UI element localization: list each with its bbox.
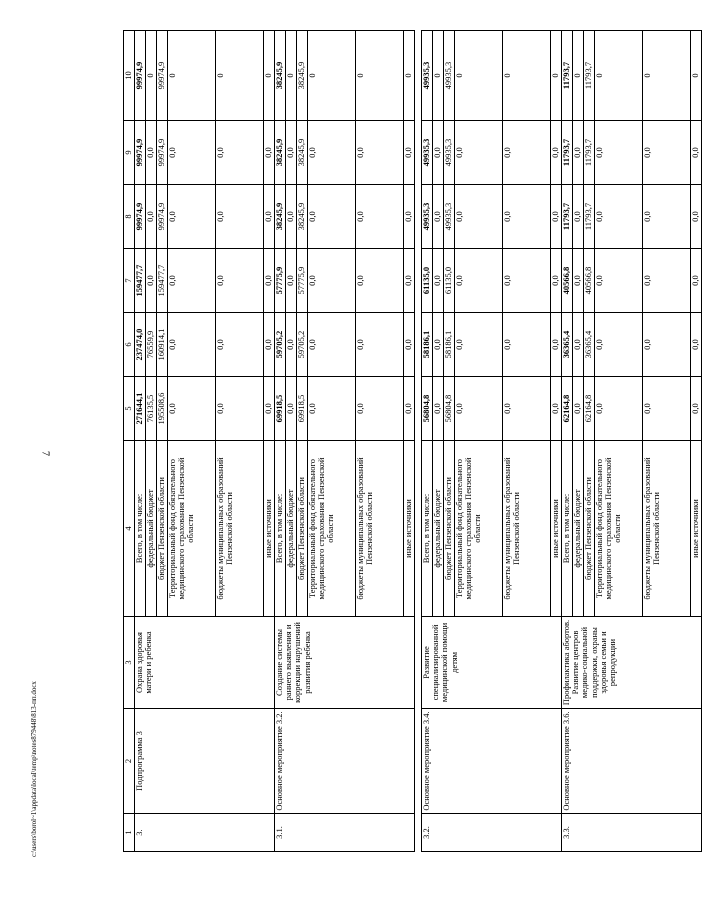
amount-cell: 0,0 bbox=[356, 121, 404, 185]
amount-cell: 0,0 bbox=[404, 249, 415, 313]
amount-cell: 49935,3 bbox=[422, 185, 433, 249]
file-path-footer: c:\users\borol~1\appdata\local\temp\notes879448\813-пп.docx bbox=[30, 681, 38, 857]
header-row bbox=[124, 31, 135, 852]
amount-cell: 0,0 bbox=[216, 249, 264, 313]
funding-source-cell: федеральный бюджет bbox=[146, 441, 157, 617]
amount-cell: 49935,3 bbox=[422, 31, 433, 121]
amount-cell: 0 bbox=[503, 31, 551, 121]
amount-cell: 159477,7 bbox=[157, 249, 168, 313]
amount-cell: 49935,3 bbox=[444, 121, 455, 185]
table-row bbox=[275, 31, 286, 852]
amount-cell: 0,0 bbox=[691, 185, 702, 249]
amount-cell: 0,0 bbox=[356, 377, 404, 441]
amount-cell: 0,0 bbox=[168, 313, 216, 377]
funding-source-cell: бюджет Пензенской области bbox=[584, 441, 595, 617]
funding-source-cell: иные источники bbox=[551, 441, 562, 617]
measure-title-cell: Создание системы раннего выявления и коррекции нарушений развития ребенка bbox=[275, 617, 415, 709]
measure-title-cell: Профилактика абортов. Развитие центров медико-социальной поддержки, охраны здоровья семьи и репродукции bbox=[562, 617, 702, 709]
program-name-cell: Основное мероприятие 3.6. bbox=[562, 709, 702, 814]
amount-cell: 0,0 bbox=[503, 121, 551, 185]
funding-source-cell: бюджет Пензенской области bbox=[297, 441, 308, 617]
amount-cell: 0,0 bbox=[264, 313, 275, 377]
amount-cell: 0,0 bbox=[168, 121, 216, 185]
amount-cell: 0,0 bbox=[503, 249, 551, 313]
amount-cell: 0,0 bbox=[455, 313, 503, 377]
amount-cell: 38245,9 bbox=[297, 31, 308, 121]
row-number-cell: 3. bbox=[135, 814, 275, 852]
funding-source-cell: бюджеты муниципальных образований Пензенской области bbox=[503, 441, 551, 617]
amount-cell: 0,0 bbox=[551, 249, 562, 313]
budget-table bbox=[123, 30, 702, 852]
amount-cell: 0,0 bbox=[146, 185, 157, 249]
amount-cell: 0,0 bbox=[286, 249, 297, 313]
amount-cell: 0,0 bbox=[433, 377, 444, 441]
amount-cell: 61135,0 bbox=[444, 249, 455, 313]
amount-cell: 69918,5 bbox=[297, 377, 308, 441]
row-number-cell: 3.2. bbox=[422, 814, 562, 852]
header-cell: 1 bbox=[124, 814, 135, 852]
amount-cell: 11793,7 bbox=[584, 121, 595, 185]
amount-cell: 58186,1 bbox=[422, 313, 433, 377]
measure-title-cell: Развитие специализированной медицинской помощи детям bbox=[422, 617, 562, 709]
header-cell: 8 bbox=[124, 185, 135, 249]
amount-cell: 38245,9 bbox=[275, 185, 286, 249]
amount-cell: 0,0 bbox=[455, 249, 503, 313]
amount-cell: 0,0 bbox=[551, 377, 562, 441]
funding-source-cell: иные источники bbox=[264, 441, 275, 617]
amount-cell: 0,0 bbox=[264, 377, 275, 441]
amount-cell: 62164,8 bbox=[562, 377, 573, 441]
amount-cell: 0,0 bbox=[691, 121, 702, 185]
amount-cell: 0,0 bbox=[573, 121, 584, 185]
amount-cell: 0,0 bbox=[691, 377, 702, 441]
amount-cell: 0,0 bbox=[404, 377, 415, 441]
amount-cell: 0,0 bbox=[168, 185, 216, 249]
amount-cell: 62164,8 bbox=[584, 377, 595, 441]
amount-cell: 0,0 bbox=[595, 249, 643, 313]
funding-source-cell: Территориальный фонд обязательного медицинского страхования Пензенской области bbox=[455, 441, 503, 617]
amount-cell: 0,0 bbox=[595, 313, 643, 377]
amount-cell: 99974,9 bbox=[157, 121, 168, 185]
amount-cell: 36365,4 bbox=[584, 313, 595, 377]
amount-cell: 160914,1 bbox=[157, 313, 168, 377]
amount-cell: 271644,1 bbox=[135, 377, 146, 441]
amount-cell: 38245,9 bbox=[275, 121, 286, 185]
program-name-cell: Основное мероприятие 3.2. bbox=[275, 709, 415, 814]
header-cell: 4 bbox=[124, 441, 135, 617]
header-cell: 3 bbox=[124, 617, 135, 709]
amount-cell: 0,0 bbox=[308, 313, 356, 377]
amount-cell: 0,0 bbox=[404, 121, 415, 185]
amount-cell: 99974,9 bbox=[135, 31, 146, 121]
amount-cell: 0,0 bbox=[216, 377, 264, 441]
funding-source-cell: бюджет Пензенской области bbox=[444, 441, 455, 617]
amount-cell: 11793,7 bbox=[584, 31, 595, 121]
amount-cell: 0,0 bbox=[691, 249, 702, 313]
amount-cell: 0,0 bbox=[455, 121, 503, 185]
amount-cell: 0,0 bbox=[503, 377, 551, 441]
amount-cell: 57775,9 bbox=[297, 249, 308, 313]
amount-cell: 11793,7 bbox=[562, 31, 573, 121]
header-cell: 2 bbox=[124, 709, 135, 814]
amount-cell: 0,0 bbox=[433, 185, 444, 249]
amount-cell: 0,0 bbox=[551, 121, 562, 185]
amount-cell: 159477,7 bbox=[135, 249, 146, 313]
amount-cell: 0,0 bbox=[356, 249, 404, 313]
funding-source-cell: иные источники bbox=[404, 441, 415, 617]
amount-cell: 49935,3 bbox=[422, 121, 433, 185]
amount-cell: 0,0 bbox=[216, 121, 264, 185]
table-row bbox=[422, 31, 433, 852]
amount-cell: 0 bbox=[433, 31, 444, 121]
table-container bbox=[123, 31, 700, 852]
funding-source-cell: Территориальный фонд обязательного медицинского страхования Пензенской области bbox=[168, 441, 216, 617]
amount-cell: 99974,9 bbox=[135, 185, 146, 249]
funding-source-cell: Территориальный фонд обязательного медицинского страхования Пензенской области bbox=[595, 441, 643, 617]
amount-cell: 99974,9 bbox=[135, 121, 146, 185]
amount-cell: 0,0 bbox=[216, 185, 264, 249]
amount-cell: 0,0 bbox=[216, 313, 264, 377]
amount-cell: 56804,8 bbox=[444, 377, 455, 441]
amount-cell: 0,0 bbox=[595, 121, 643, 185]
table-body bbox=[124, 31, 702, 852]
amount-cell: 0,0 bbox=[643, 377, 691, 441]
page-number: 7 bbox=[39, 451, 51, 456]
amount-cell: 0 bbox=[455, 31, 503, 121]
program-name-cell: Основное мероприятие 3.4. bbox=[422, 709, 562, 814]
header-cell: 10 bbox=[124, 31, 135, 121]
amount-cell: 0,0 bbox=[308, 377, 356, 441]
amount-cell: 0,0 bbox=[573, 313, 584, 377]
amount-cell: 0,0 bbox=[433, 249, 444, 313]
amount-cell: 0,0 bbox=[168, 249, 216, 313]
amount-cell: 0 bbox=[286, 31, 297, 121]
amount-cell: 36365,4 bbox=[562, 313, 573, 377]
amount-cell: 0,0 bbox=[308, 185, 356, 249]
funding-source-cell: федеральный бюджет bbox=[286, 441, 297, 617]
amount-cell: 0,0 bbox=[643, 249, 691, 313]
amount-cell: 0,0 bbox=[643, 185, 691, 249]
amount-cell: 0,0 bbox=[356, 185, 404, 249]
amount-cell: 0,0 bbox=[308, 121, 356, 185]
amount-cell: 0,0 bbox=[573, 185, 584, 249]
funding-source-cell: федеральный бюджет bbox=[573, 441, 584, 617]
amount-cell: 0,0 bbox=[433, 313, 444, 377]
amount-cell: 0,0 bbox=[573, 249, 584, 313]
funding-source-cell: иные источники bbox=[691, 441, 702, 617]
table-row bbox=[562, 31, 573, 852]
amount-cell: 0,0 bbox=[455, 377, 503, 441]
funding-source-cell: Всего, в том числе: bbox=[135, 441, 146, 617]
amount-cell: 49935,3 bbox=[444, 31, 455, 121]
amount-cell: 99974,9 bbox=[157, 185, 168, 249]
amount-cell: 0,0 bbox=[433, 121, 444, 185]
amount-cell: 0,0 bbox=[643, 121, 691, 185]
amount-cell: 0,0 bbox=[503, 185, 551, 249]
amount-cell: 0 bbox=[168, 31, 216, 121]
amount-cell: 69918,5 bbox=[275, 377, 286, 441]
amount-cell: 40566,8 bbox=[562, 249, 573, 313]
amount-cell: 0,0 bbox=[551, 185, 562, 249]
amount-cell: 0,0 bbox=[551, 313, 562, 377]
amount-cell: 0 bbox=[308, 31, 356, 121]
amount-cell: 0,0 bbox=[286, 121, 297, 185]
amount-cell: 237474,0 bbox=[135, 313, 146, 377]
amount-cell: 49935,3 bbox=[444, 185, 455, 249]
amount-cell: 0,0 bbox=[404, 313, 415, 377]
amount-cell: 0,0 bbox=[264, 185, 275, 249]
amount-cell: 38245,9 bbox=[275, 31, 286, 121]
row-number-cell: 3.1. bbox=[275, 814, 415, 852]
amount-cell: 0,0 bbox=[286, 313, 297, 377]
amount-cell: 0 bbox=[643, 31, 691, 121]
amount-cell: 0,0 bbox=[286, 377, 297, 441]
header-cell: 9 bbox=[124, 121, 135, 185]
header-cell: 6 bbox=[124, 313, 135, 377]
amount-cell: 0 bbox=[356, 31, 404, 121]
funding-source-cell: бюджеты муниципальных образований Пензенской области bbox=[356, 441, 404, 617]
amount-cell: 0,0 bbox=[146, 249, 157, 313]
row-number-cell: 3.3. bbox=[562, 814, 702, 852]
amount-cell: 0 bbox=[691, 31, 702, 121]
amount-cell: 59705,2 bbox=[275, 313, 286, 377]
header-cell: 5 bbox=[124, 377, 135, 441]
amount-cell: 59705,2 bbox=[297, 313, 308, 377]
amount-cell: 0,0 bbox=[356, 313, 404, 377]
amount-cell: 0,0 bbox=[168, 377, 216, 441]
amount-cell: 0,0 bbox=[643, 313, 691, 377]
amount-cell: 76559,9 bbox=[146, 313, 157, 377]
measure-title-cell: Охрана здоровья матери и ребенка bbox=[135, 617, 275, 709]
amount-cell: 0,0 bbox=[264, 249, 275, 313]
amount-cell: 0,0 bbox=[691, 313, 702, 377]
amount-cell: 0 bbox=[216, 31, 264, 121]
amount-cell: 61135,0 bbox=[422, 249, 433, 313]
amount-cell: 0,0 bbox=[595, 377, 643, 441]
amount-cell: 57775,9 bbox=[275, 249, 286, 313]
amount-cell: 11793,7 bbox=[562, 185, 573, 249]
amount-cell: 0,0 bbox=[286, 185, 297, 249]
amount-cell: 0 bbox=[146, 31, 157, 121]
funding-source-cell: бюджеты муниципальных образований Пензенской области bbox=[216, 441, 264, 617]
amount-cell: 0,0 bbox=[146, 121, 157, 185]
amount-cell: 0 bbox=[573, 31, 584, 121]
table-row bbox=[135, 31, 146, 852]
amount-cell: 11793,7 bbox=[562, 121, 573, 185]
amount-cell: 0 bbox=[264, 31, 275, 121]
amount-cell: 38245,9 bbox=[297, 121, 308, 185]
funding-source-cell: Всего, в том числе: bbox=[562, 441, 573, 617]
amount-cell: 195508,6 bbox=[157, 377, 168, 441]
amount-cell: 0 bbox=[595, 31, 643, 121]
funding-source-cell: бюджет Пензенской области bbox=[157, 441, 168, 617]
amount-cell: 0,0 bbox=[455, 185, 503, 249]
amount-cell: 56804,8 bbox=[422, 377, 433, 441]
amount-cell: 0,0 bbox=[595, 185, 643, 249]
amount-cell: 76135,5 bbox=[146, 377, 157, 441]
amount-cell: 0,0 bbox=[308, 249, 356, 313]
amount-cell: 0,0 bbox=[573, 377, 584, 441]
rotated-table bbox=[123, 31, 700, 852]
funding-source-cell: Территориальный фонд обязательного медицинского страхования Пензенской области bbox=[308, 441, 356, 617]
amount-cell: 0 bbox=[551, 31, 562, 121]
amount-cell: 0,0 bbox=[264, 121, 275, 185]
funding-source-cell: федеральный бюджет bbox=[433, 441, 444, 617]
header-cell: 7 bbox=[124, 249, 135, 313]
funding-source-cell: Всего, в том числе: bbox=[275, 441, 286, 617]
amount-cell: 11793,7 bbox=[584, 185, 595, 249]
amount-cell: 99974,9 bbox=[157, 31, 168, 121]
amount-cell: 0,0 bbox=[404, 185, 415, 249]
program-name-cell: Подпрограмма 3 bbox=[135, 709, 275, 814]
amount-cell: 0,0 bbox=[503, 313, 551, 377]
amount-cell: 0 bbox=[404, 31, 415, 121]
amount-cell: 38245,9 bbox=[297, 185, 308, 249]
amount-cell: 40566,8 bbox=[584, 249, 595, 313]
amount-cell: 58186,1 bbox=[444, 313, 455, 377]
funding-source-cell: бюджеты муниципальных образований Пензенской области bbox=[643, 441, 691, 617]
funding-source-cell: Всего, в том числе: bbox=[422, 441, 433, 617]
